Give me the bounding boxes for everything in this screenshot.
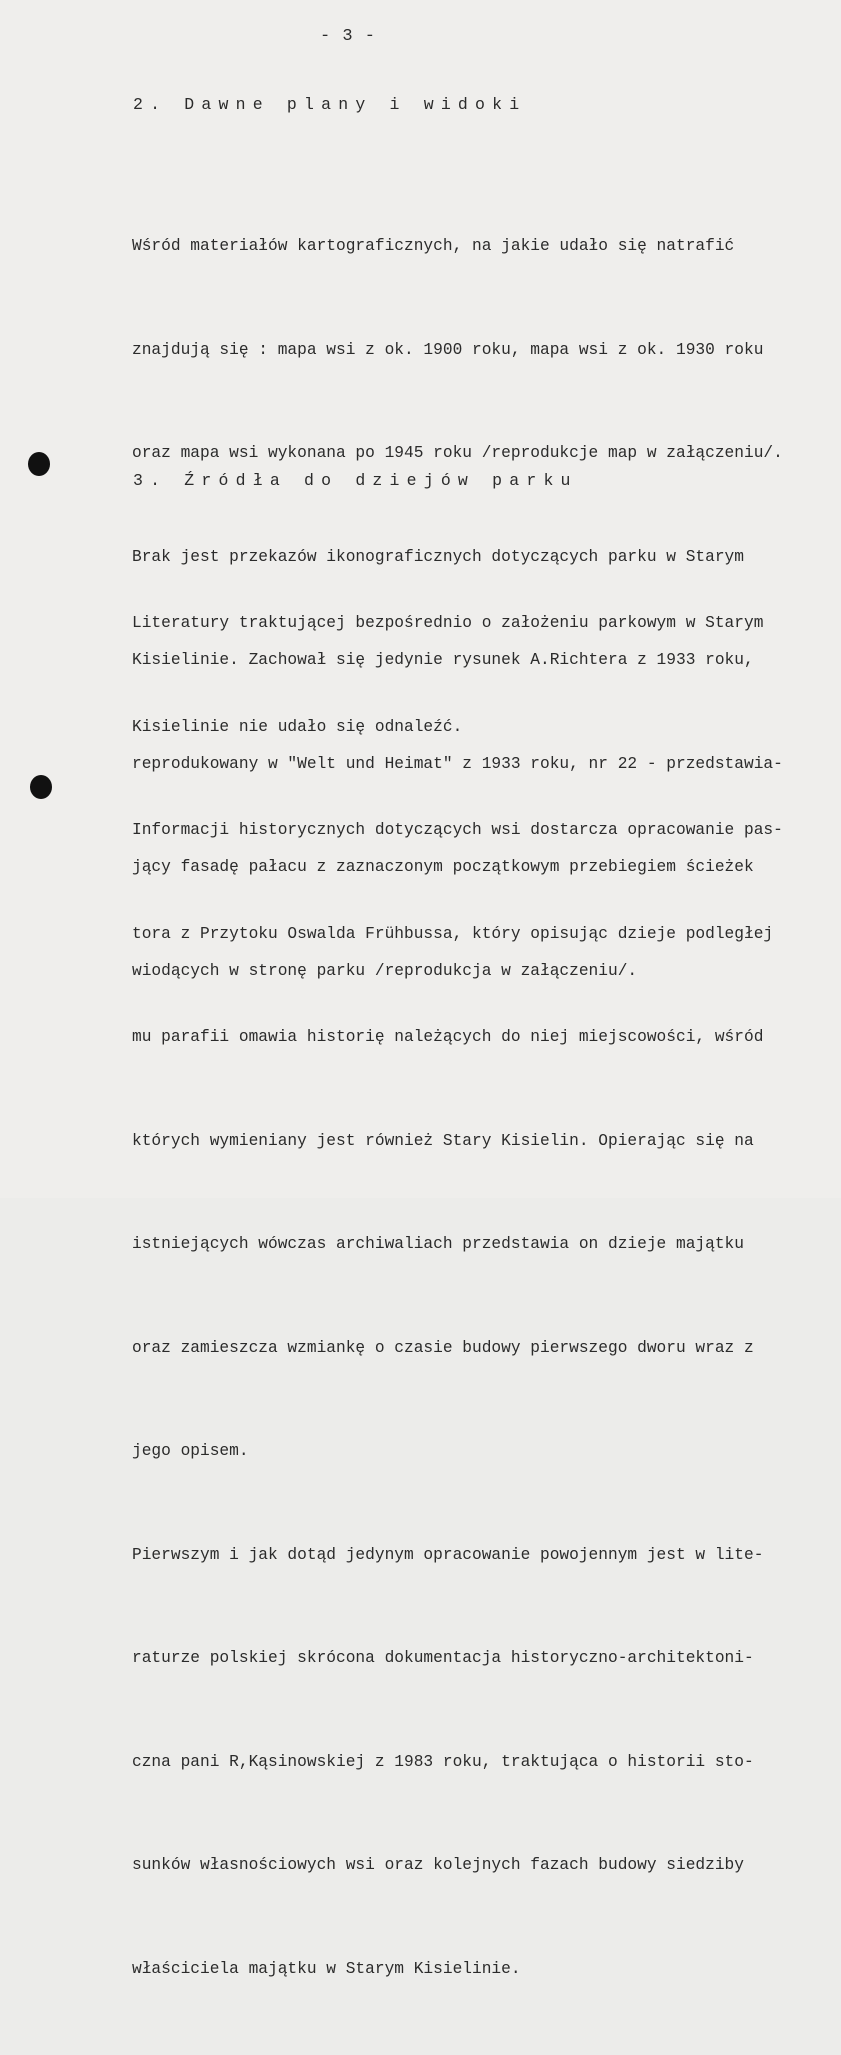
section-heading: 3. Źródła do dziejów parku — [133, 471, 578, 490]
text-line: właściciela majątku w Starym Kisielinie. — [132, 1959, 521, 1978]
text-line: jący fasadę pałacu z zaznaczonym początkowym przebiegiem ścieżek — [132, 858, 754, 876]
text-line: znajdują się : mapa wsi z ok. 1900 roku, mapa wsi z ok. 1930 roku — [132, 340, 764, 359]
text-line: Kisielinie nie udało się odnaleźć. — [132, 717, 463, 736]
page-number: - 3 - — [320, 27, 377, 46]
text-line: Pierwszym i jak dotąd jedynym opracowanie powojennym jest w lite- — [132, 1545, 764, 1564]
text-line: których wymieniany jest również Stary Kisielin. Opierając się na — [132, 1131, 754, 1150]
text-line: Wśród materiałów kartograficznych, na jakie udało się natrafić — [132, 237, 735, 255]
text-line: czna pani R,Kąsinowskiej z 1983 roku, traktująca o historii sto- — [132, 1752, 754, 1771]
punch-hole — [28, 452, 50, 476]
text-line: reprodukowany w "Welt und Heimat" z 1933 roku, nr 22 - przedstawia- — [132, 754, 783, 773]
text-line: istniejących wówczas archiwaliach przedstawia on dzieje majątku — [132, 1235, 744, 1253]
text-line: sunków własnościowych wsi oraz kolejnych fazach budowy siedziby — [132, 1856, 744, 1874]
text-line: oraz mapa wsi wykonana po 1945 roku /reprodukcje map w załączeniu/. — [132, 444, 783, 462]
section-3-body — [132, 537, 783, 2055]
text-line: Brak jest przekazów ikonograficznych dotyczących parku w Starym — [132, 547, 744, 566]
text-line: wiodących w stronę parku /reprodukcja w załączeniu/. — [132, 961, 638, 980]
text-line: Literatury traktującej bezpośrednio o założeniu parkowym w Starym — [132, 614, 764, 632]
section-heading: 2. Dawne plany i widoki — [133, 95, 527, 114]
text-line: oraz zamieszcza wzmiankę o czasie budowy pierwszego dworu wraz z — [132, 1338, 754, 1357]
text-line: Kisielinie. Zachował się jedynie rysunek A.Richtera z 1933 roku, — [132, 651, 754, 669]
text-line: raturze polskiej skrócona dokumentacja historyczno-architektoni- — [132, 1649, 754, 1667]
text-line: jego opisem. — [132, 1442, 249, 1460]
punch-hole — [30, 775, 52, 799]
text-line: tora z Przytoku Oswalda Frühbussa, który opisując dzieje podległej — [132, 924, 774, 943]
text-line: Informacji historycznych dotyczących wsi dostarcza opracowanie pas- — [132, 821, 783, 839]
text-line: mu parafii omawia historię należących do niej miejscowości, wśród — [132, 1028, 764, 1046]
